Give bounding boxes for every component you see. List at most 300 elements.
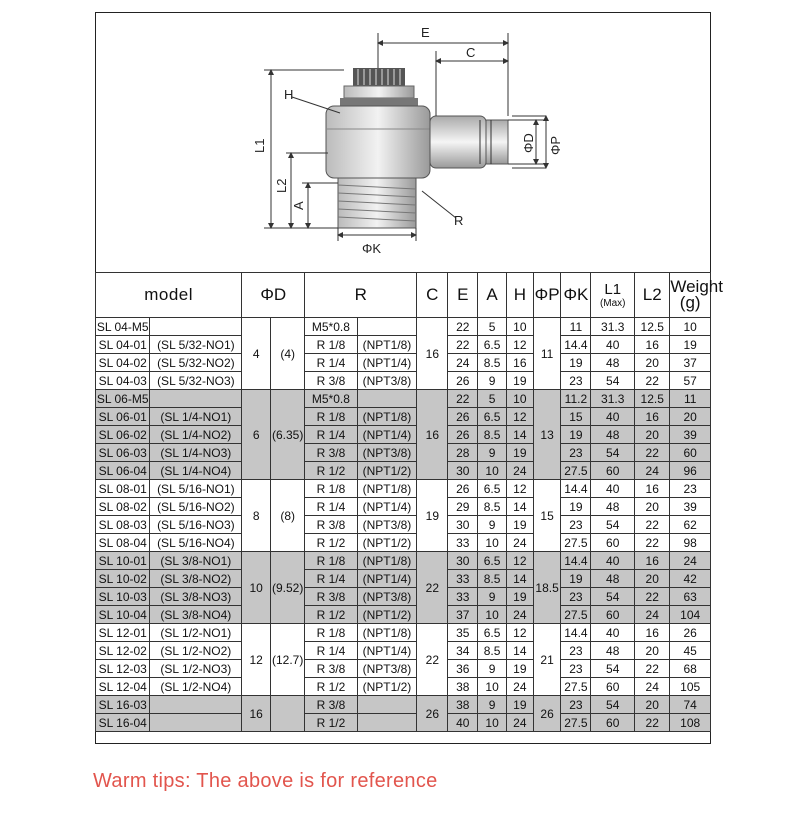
table-row [96, 390, 711, 408]
spec-table [95, 272, 723, 732]
table-cell: 6 [242, 390, 271, 480]
table-cell: SL 08-01 [96, 480, 150, 498]
table-cell: (SL 5/16-NO1) [150, 480, 242, 498]
table-cell: (SL 1/2-NO3) [150, 660, 242, 678]
table-cell: 9 [478, 696, 507, 714]
table-cell: 37 [670, 354, 711, 372]
table-cell: (NPT1/8) [357, 336, 417, 354]
header-l2: L2 [635, 273, 670, 318]
table-row [96, 354, 711, 372]
table-cell: 5 [478, 318, 507, 336]
table-cell [150, 696, 242, 714]
table-row [96, 516, 711, 534]
table-cell: SL 04-M5 [96, 319, 149, 334]
table-cell: 15 [561, 408, 591, 426]
table-cell: 19 [561, 498, 591, 516]
table-cell: 40 [591, 336, 635, 354]
table-cell: 48 [591, 426, 635, 444]
table-cell [357, 714, 417, 732]
table-cell: 40 [591, 624, 635, 642]
table-cell: (NPT1/8) [357, 552, 417, 570]
table-cell: 31.3 [591, 318, 635, 336]
table-cell: 26 [533, 696, 561, 732]
table-cell: 24 [507, 534, 534, 552]
table-cell: 28 [448, 444, 478, 462]
table-cell: 14.4 [561, 480, 591, 498]
table-cell: 10 [478, 534, 507, 552]
table-cell: (NPT1/2) [357, 678, 417, 696]
dim-c-label: C [466, 45, 476, 60]
table-cell: (SL 3/8-NO2) [150, 570, 242, 588]
table-cell: 30 [448, 462, 478, 480]
table-cell: (NPT3/8) [357, 516, 417, 534]
table-cell: SL 06-M5 [96, 391, 149, 406]
table-cell: 36 [448, 660, 478, 678]
table-cell: 18.5 [533, 552, 561, 624]
table-cell: 21 [533, 624, 561, 696]
table-cell: 19 [561, 426, 591, 444]
table-cell: 11 [561, 318, 591, 336]
table-cell: (9.52) [271, 552, 305, 624]
header-h: H [507, 273, 534, 318]
table-cell: R 1/4 [305, 498, 357, 516]
table-cell: 105 [670, 678, 711, 696]
table-row [96, 570, 711, 588]
table-cell: 9 [478, 660, 507, 678]
table-cell: 10 [670, 318, 711, 336]
table-cell: 40 [591, 552, 635, 570]
table-cell: 14 [507, 498, 534, 516]
table-cell: 16 [242, 696, 271, 732]
table-cell: 26 [670, 624, 711, 642]
table-row [96, 606, 711, 624]
table-row [96, 318, 711, 336]
table-cell: 26 [417, 696, 448, 732]
warm-tips-note: Warm tips: The above is for reference [93, 770, 438, 792]
dim-d-label: ΦD [521, 133, 536, 153]
table-cell: 4 [242, 318, 271, 390]
table-cell: 11 [670, 390, 711, 408]
table-cell: 24 [635, 606, 670, 624]
table-cell: 12 [242, 624, 271, 696]
table-cell: 22 [448, 336, 478, 354]
table-cell: 8.5 [478, 642, 507, 660]
table-cell: 54 [591, 444, 635, 462]
table-cell: (NPT3/8) [357, 588, 417, 606]
table-cell: 24 [507, 606, 534, 624]
table-cell: 16 [635, 552, 670, 570]
table-cell: 14 [507, 642, 534, 660]
header-l1: L1 (Max) [591, 273, 635, 318]
table-cell [357, 318, 417, 336]
table-cell: 10 [478, 462, 507, 480]
table-row [96, 336, 711, 354]
table-cell: 11 [533, 318, 561, 390]
table-cell: 30 [448, 552, 478, 570]
table-cell: SL 10-02 [96, 570, 150, 588]
header-p: ΦP [533, 273, 561, 318]
table-cell: 8 [242, 480, 271, 552]
table-cell: 48 [591, 642, 635, 660]
table-cell: SL 10-03 [96, 588, 150, 606]
table-cell [357, 696, 417, 714]
table-cell: 22 [417, 624, 448, 696]
table-cell: 33 [448, 570, 478, 588]
table-cell: R 1/2 [305, 534, 357, 552]
table-row [96, 660, 711, 678]
table-cell: SL 08-02 [96, 498, 150, 516]
table-cell: 14 [507, 426, 534, 444]
table-cell: 29 [448, 498, 478, 516]
table-cell: 23 [561, 372, 591, 390]
table-cell: SL 16-03 [96, 696, 150, 714]
table-cell: 27.5 [561, 462, 591, 480]
table-cell: 20 [635, 696, 670, 714]
table-cell [150, 390, 242, 408]
spec-table-body [96, 318, 711, 732]
table-cell: 54 [591, 696, 635, 714]
table-cell: SL 10-04 [96, 606, 150, 624]
header-e: E [448, 273, 478, 318]
table-cell: (SL 3/8-NO3) [150, 588, 242, 606]
table-cell: 34 [448, 642, 478, 660]
table-cell: R 1/2 [305, 606, 357, 624]
table-cell: (SL 5/32-NO2) [150, 354, 242, 372]
table-cell: 22 [635, 660, 670, 678]
dim-h-label: H [284, 87, 294, 102]
table-cell: (6.35) [271, 390, 305, 480]
table-cell: 16 [635, 624, 670, 642]
table-row [96, 444, 711, 462]
table-cell: 27.5 [561, 534, 591, 552]
table-cell: SL 06-02 [96, 426, 150, 444]
table-cell: 60 [591, 534, 635, 552]
table-cell: 5 [478, 390, 507, 408]
table-cell: 14.4 [561, 624, 591, 642]
table-cell: 23 [670, 480, 711, 498]
table-cell: 60 [591, 462, 635, 480]
table-cell: 9 [478, 444, 507, 462]
table-cell: 24 [507, 678, 534, 696]
table-cell [271, 696, 305, 732]
header-model: model [96, 273, 242, 318]
table-cell: R 3/8 [305, 588, 357, 606]
table-cell: 24 [507, 462, 534, 480]
fitting-drawing [96, 13, 710, 271]
table-row [96, 588, 711, 606]
table-cell: R 3/8 [305, 516, 357, 534]
table-cell: (SL 5/16-NO3) [150, 516, 242, 534]
table-cell: 22 [417, 552, 448, 624]
table-cell: R 1/4 [305, 354, 357, 372]
table-cell: 6.5 [478, 480, 507, 498]
table-cell: 16 [417, 390, 448, 480]
table-cell: 9 [478, 516, 507, 534]
table-cell: (SL 5/16-NO2) [150, 498, 242, 516]
table-row [96, 678, 711, 696]
table-cell: 9 [478, 588, 507, 606]
table-cell: 9 [478, 372, 507, 390]
table-cell: 19 [561, 354, 591, 372]
table-cell: (NPT1/2) [357, 606, 417, 624]
table-cell: (SL 5/32-NO1) [150, 336, 242, 354]
table-cell: R 1/2 [305, 462, 357, 480]
table-cell: (NPT3/8) [357, 444, 417, 462]
table-cell: 57 [670, 372, 711, 390]
table-cell: 19 [507, 588, 534, 606]
table-cell: 48 [591, 570, 635, 588]
table-cell: 6.5 [478, 408, 507, 426]
table-cell: (SL 1/4-NO1) [150, 408, 242, 426]
table-cell: 27.5 [561, 714, 591, 732]
table-row [96, 696, 711, 714]
table-cell: 16 [635, 408, 670, 426]
table-row [96, 714, 711, 732]
table-cell: 26 [448, 480, 478, 498]
table-cell: 14.4 [561, 336, 591, 354]
table-cell: 12.5 [635, 318, 670, 336]
table-cell: 60 [591, 606, 635, 624]
table-cell: 62 [670, 516, 711, 534]
table-cell: 22 [635, 534, 670, 552]
table-cell: 42 [670, 570, 711, 588]
table-cell: 35 [448, 624, 478, 642]
dim-r-label: R [454, 213, 464, 228]
header-d: ΦD [242, 273, 305, 318]
header-weight: Weight (g) [670, 273, 711, 318]
table-cell: (SL 3/8-NO1) [150, 552, 242, 570]
table-cell: (NPT1/4) [357, 354, 417, 372]
table-cell: 22 [448, 318, 478, 336]
table-cell: (NPT1/8) [357, 408, 417, 426]
table-cell: 6.5 [478, 336, 507, 354]
table-row [96, 426, 711, 444]
table-cell: R 1/8 [305, 624, 357, 642]
table-cell: (NPT3/8) [357, 660, 417, 678]
table-cell: 54 [591, 660, 635, 678]
table-cell: 12 [507, 408, 534, 426]
table-cell: SL 06-03 [96, 444, 150, 462]
table-cell: 19 [507, 516, 534, 534]
table-cell: SL 04-01 [96, 336, 150, 354]
table-cell: (SL 5/32-NO3) [150, 372, 242, 390]
table-cell: 22 [635, 444, 670, 462]
table-cell: 74 [670, 696, 711, 714]
table-cell: 20 [635, 426, 670, 444]
table-cell: 13 [533, 390, 561, 480]
table-cell: 45 [670, 642, 711, 660]
table-cell: 14.4 [561, 552, 591, 570]
table-cell: R 3/8 [305, 444, 357, 462]
table-cell: SL 04-03 [96, 372, 150, 390]
table-cell: M5*0.8 [305, 318, 357, 336]
table-cell: 68 [670, 660, 711, 678]
table-cell: 54 [591, 372, 635, 390]
table-cell: (SL 1/4-NO4) [150, 462, 242, 480]
table-cell: 98 [670, 534, 711, 552]
table-cell: 108 [670, 714, 711, 732]
table-cell: 104 [670, 606, 711, 624]
table-cell: R 3/8 [305, 660, 357, 678]
table-cell: 40 [448, 714, 478, 732]
table-cell: 60 [670, 444, 711, 462]
table-cell: (SL 1/2-NO1) [150, 624, 242, 642]
table-cell: 8.5 [478, 498, 507, 516]
table-cell: 16 [507, 354, 534, 372]
table-cell: 24 [635, 462, 670, 480]
table-row [96, 642, 711, 660]
table-cell: 23 [561, 660, 591, 678]
table-cell: 24 [670, 552, 711, 570]
table-row [96, 498, 711, 516]
table-cell: 40 [591, 408, 635, 426]
table-cell: 12 [507, 624, 534, 642]
table-cell: 16 [417, 318, 448, 390]
table-cell: 63 [670, 588, 711, 606]
dim-l2-label: L2 [274, 178, 289, 193]
table-cell: SL 12-03 [96, 660, 150, 678]
table-cell: SL 12-02 [96, 642, 150, 660]
table-cell: SL 08-03 [96, 516, 150, 534]
table-cell: 19 [507, 696, 534, 714]
table-cell: (SL 1/4-NO2) [150, 426, 242, 444]
table-cell: (SL 1/2-NO2) [150, 642, 242, 660]
table-cell [357, 390, 417, 408]
table-cell: 19 [507, 444, 534, 462]
table-cell: 33 [448, 588, 478, 606]
table-cell: 39 [670, 426, 711, 444]
table-cell: 54 [591, 588, 635, 606]
table-row [96, 624, 711, 642]
table-cell: SL 16-04 [96, 714, 150, 732]
table-cell: 26 [448, 372, 478, 390]
table-cell: 22 [635, 588, 670, 606]
table-cell: R 1/2 [305, 678, 357, 696]
table-cell: R 3/8 [305, 372, 357, 390]
table-cell: 27.5 [561, 606, 591, 624]
table-cell: 16 [635, 480, 670, 498]
table-cell: 19 [507, 660, 534, 678]
table-cell: R 1/4 [305, 642, 357, 660]
header-a: A [478, 273, 507, 318]
table-cell: (NPT1/4) [357, 570, 417, 588]
table-cell: R 1/4 [305, 570, 357, 588]
table-cell: 20 [635, 570, 670, 588]
table-cell: 10 [478, 606, 507, 624]
table-cell: 37 [448, 606, 478, 624]
table-cell: (NPT1/8) [357, 480, 417, 498]
table-row [96, 408, 711, 426]
table-cell: 31.3 [591, 390, 635, 408]
table-cell: 23 [561, 642, 591, 660]
table-cell: 12 [507, 552, 534, 570]
table-cell: (NPT1/8) [357, 624, 417, 642]
table-cell: R 3/8 [305, 696, 357, 714]
header-c: C [417, 273, 448, 318]
table-cell: 38 [448, 696, 478, 714]
table-cell: (NPT1/2) [357, 462, 417, 480]
table-cell: R 1/4 [305, 426, 357, 444]
table-cell: 22 [635, 516, 670, 534]
table-cell: 26 [448, 408, 478, 426]
table-cell: 14 [507, 570, 534, 588]
table-cell: 33 [448, 534, 478, 552]
table-cell: SL 06-01 [96, 408, 150, 426]
table-cell: 22 [635, 714, 670, 732]
table-row [96, 552, 711, 570]
table-cell: 12 [507, 336, 534, 354]
table-cell: (SL 1/2-NO4) [150, 678, 242, 696]
table-row [96, 534, 711, 552]
table-cell: 15 [533, 480, 561, 552]
table-cell: (12.7) [271, 624, 305, 696]
table-cell: 8.5 [478, 570, 507, 588]
table-cell: 96 [670, 462, 711, 480]
table-cell: 10 [507, 390, 534, 408]
table-cell: 22 [448, 390, 478, 408]
table-cell: 19 [561, 570, 591, 588]
table-cell: 6.5 [478, 624, 507, 642]
table-cell: R 1/2 [305, 714, 357, 732]
table-cell: 8.5 [478, 354, 507, 372]
table-cell: 20 [635, 354, 670, 372]
dim-p-label: ΦP [548, 135, 563, 155]
table-cell: 11.2 [561, 390, 591, 408]
table-cell: 26 [448, 426, 478, 444]
table-cell [150, 318, 242, 336]
table-cell: 19 [670, 336, 711, 354]
table-cell: 24 [507, 714, 534, 732]
table-cell: 23 [561, 588, 591, 606]
table-cell: 60 [591, 678, 635, 696]
table-cell: 38 [448, 678, 478, 696]
table-cell: 22 [635, 372, 670, 390]
table-cell: 27.5 [561, 678, 591, 696]
table-cell: 39 [670, 498, 711, 516]
table-cell: 20 [670, 408, 711, 426]
table-cell: R 1/8 [305, 408, 357, 426]
table-cell: R 1/8 [305, 336, 357, 354]
table-cell: 20 [635, 642, 670, 660]
table-cell: (NPT3/8) [357, 372, 417, 390]
header-k: ΦK [561, 273, 591, 318]
table-cell: (SL 3/8-NO4) [150, 606, 242, 624]
table-cell: 30 [448, 516, 478, 534]
table-row [96, 372, 711, 390]
table-cell: 10 [478, 678, 507, 696]
table-cell: SL 10-01 [96, 552, 150, 570]
table-cell: 19 [507, 372, 534, 390]
table-cell: 12.5 [635, 390, 670, 408]
table-cell: 23 [561, 444, 591, 462]
adjust-knob [353, 68, 405, 86]
table-cell: (NPT1/4) [357, 642, 417, 660]
table-cell: 60 [591, 714, 635, 732]
table-cell: 10 [242, 552, 271, 624]
table-cell: 23 [561, 516, 591, 534]
table-cell: 48 [591, 354, 635, 372]
header-row [96, 273, 711, 318]
table-cell: (SL 5/16-NO4) [150, 534, 242, 552]
table-cell: (NPT1/2) [357, 534, 417, 552]
dim-l1-label: L1 [252, 138, 267, 153]
table-cell: SL 08-04 [96, 534, 150, 552]
table-cell: 24 [448, 354, 478, 372]
table-cell: 10 [478, 714, 507, 732]
table-cell: R 1/8 [305, 552, 357, 570]
table-cell: (8) [271, 480, 305, 552]
table-cell: (SL 1/4-NO3) [150, 444, 242, 462]
